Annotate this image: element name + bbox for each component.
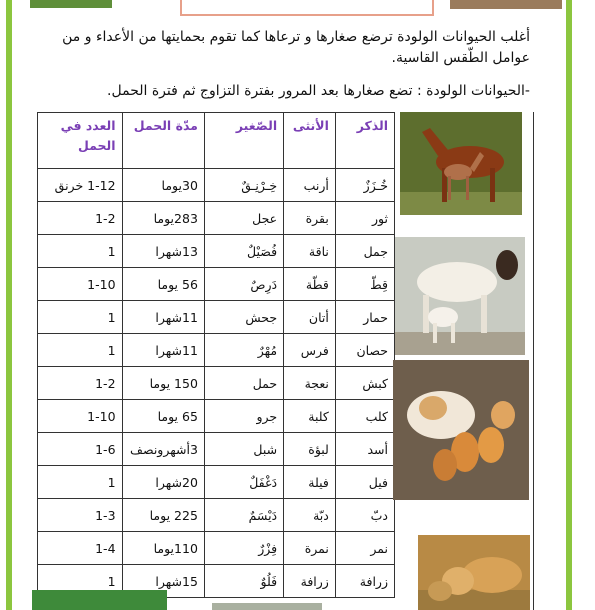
top-photo-left (30, 0, 112, 8)
cell-litter-size: 1-2 (38, 202, 123, 235)
cell-litter-size: 1-12 خرنق (38, 169, 123, 202)
cell-young: فِزْرٌ (204, 532, 283, 565)
cell-gestation: 110يوما (122, 532, 204, 565)
table-outer-border (533, 112, 534, 610)
cell-male: دبّ (335, 499, 394, 532)
cell-female: أتان (284, 301, 336, 334)
cell-female: زرافة (284, 565, 336, 598)
cell-female: دبّة (284, 499, 336, 532)
top-photo-right (450, 0, 562, 9)
cell-young: عجل (204, 202, 283, 235)
header-litter-size: العدد في الحمل (38, 113, 123, 169)
cell-young: فَلُوٌ (204, 565, 283, 598)
cell-male: قِطّ (335, 268, 394, 301)
lions-photo (418, 535, 530, 610)
cell-male: نمر (335, 532, 394, 565)
cell-gestation: 30يوما (122, 169, 204, 202)
cell-gestation: 11شهرا (122, 301, 204, 334)
cell-litter-size: 1 (38, 235, 123, 268)
table-row (38, 433, 395, 466)
cell-female: فيلة (284, 466, 336, 499)
cell-litter-size: 1 (38, 301, 123, 334)
cell-female: أرنب (284, 169, 336, 202)
top-title-box (180, 0, 434, 16)
cell-male: حمار (335, 301, 394, 334)
cell-male: كلب (335, 400, 394, 433)
cell-young: دَغْفَلٌ (204, 466, 283, 499)
cell-young: شبل (204, 433, 283, 466)
cell-female: كلبة (284, 400, 336, 433)
definition-paragraph: -الحيوانات الولودة : تضع صغارها بعد المرور بفترة التزاوج ثم فترة الحمل. (107, 83, 530, 99)
cats-photo (393, 360, 529, 500)
cell-gestation: 11شهرا (122, 334, 204, 367)
table-row (38, 466, 395, 499)
cell-gestation: 65 يوما (122, 400, 204, 433)
table-header-row (38, 113, 395, 169)
header-young: الصّغير (204, 113, 283, 169)
cell-male: جمل (335, 235, 394, 268)
cell-young: خِـرْنِـقٌ (204, 169, 283, 202)
animals-table (37, 112, 395, 598)
cell-male: زرافة (335, 565, 394, 598)
header-male: الذكر (335, 113, 394, 169)
table-row (38, 268, 395, 301)
cell-litter-size: 1-10 (38, 268, 123, 301)
cell-male: حصان (335, 334, 394, 367)
cell-litter-size: 1-10 (38, 400, 123, 433)
cell-female: فرس (284, 334, 336, 367)
cell-gestation: 56 يوما (122, 268, 204, 301)
cell-young: حمل (204, 367, 283, 400)
cell-female: ناقة (284, 235, 336, 268)
cell-young: دَيْسَمٌ (204, 499, 283, 532)
cell-litter-size: 1 (38, 466, 123, 499)
horse-photo (400, 112, 522, 215)
table-row (38, 400, 395, 433)
cell-young: فُصَيْلٌ (204, 235, 283, 268)
cell-gestation: 20شهرا (122, 466, 204, 499)
cell-gestation: 225 يوما (122, 499, 204, 532)
cell-young: جرو (204, 400, 283, 433)
cell-young: جحش (204, 301, 283, 334)
page-frame-right (566, 0, 572, 610)
cell-young: دَرِصٌ (204, 268, 283, 301)
table-row (38, 499, 395, 532)
cell-male: ثور (335, 202, 394, 235)
table-row (38, 202, 395, 235)
cell-litter-size: 1-6 (38, 433, 123, 466)
cell-male: كبش (335, 367, 394, 400)
table-row (38, 169, 395, 202)
cell-young: مُهْرٌ (204, 334, 283, 367)
table-row (38, 301, 395, 334)
cell-litter-size: 1-3 (38, 499, 123, 532)
goat-photo (395, 237, 525, 355)
cell-male: خُـزَزٌ (335, 169, 394, 202)
cell-litter-size: 1-2 (38, 367, 123, 400)
cell-gestation: 283يوما (122, 202, 204, 235)
bottom-photo-center (212, 603, 322, 610)
table-row (38, 532, 395, 565)
cell-female: نمرة (284, 532, 336, 565)
cell-gestation: 13شهرا (122, 235, 204, 268)
table-row (38, 334, 395, 367)
cell-male: فيل (335, 466, 394, 499)
header-gestation: مدّة الحمل (122, 113, 204, 169)
cell-litter-size: 1 (38, 565, 123, 598)
cell-gestation: 15شهرا (122, 565, 204, 598)
table-row (38, 235, 395, 268)
cell-gestation: 3أشهرونصف (122, 433, 204, 466)
bottom-photo-left (32, 590, 167, 610)
cell-female: بقرة (284, 202, 336, 235)
cell-female: لبؤة (284, 433, 336, 466)
cell-litter-size: 1-4 (38, 532, 123, 565)
cell-female: قطّة (284, 268, 336, 301)
table-row (38, 367, 395, 400)
page-frame-left (6, 0, 12, 610)
cell-gestation: 150 يوما (122, 367, 204, 400)
intro-paragraph: أغلب الحيوانات الولودة ترضع صغارها و ترعاها كما تقوم بحمايتها من الأعداء و من عوامل الطّقس القاسية. (62, 29, 530, 66)
cell-female: نعجة (284, 367, 336, 400)
header-female: الأنثى (284, 113, 336, 169)
cell-male: أسد (335, 433, 394, 466)
cell-litter-size: 1 (38, 334, 123, 367)
